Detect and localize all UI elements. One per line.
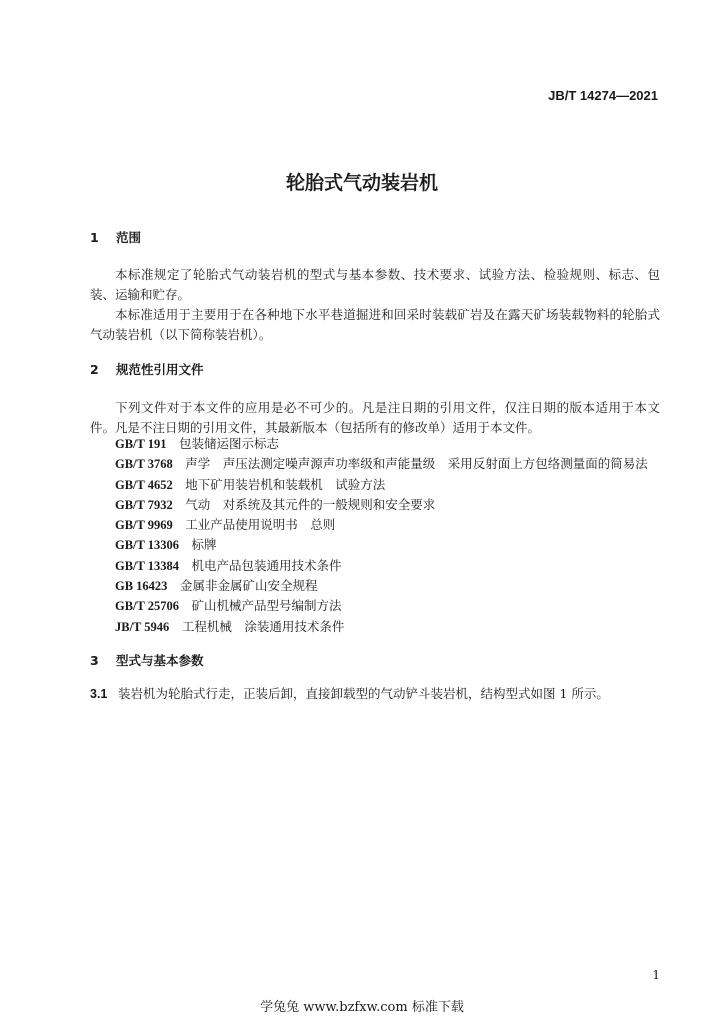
reference-item [115,576,648,596]
section-number: 1 [90,230,99,245]
section-title: 型式与基本参数 [116,653,204,668]
scope-paragraph-2: 本标准适用于主要用于在各种地下水平巷道掘进和回采时装载矿岩及在露天矿场装载物料的轮胎式气动装岩机（以下简称装岩机）。 [90,307,660,342]
reference-code: GB/T 13306 [115,538,180,553]
section-number: 3 [90,653,99,668]
section-3-heading [90,651,204,669]
reference-item [115,495,648,515]
section-title: 范围 [116,230,142,245]
clause-3-1 [90,684,609,702]
section-number: 2 [90,362,99,377]
reference-code: GB/T 3768 [115,457,173,472]
reference-code: GB/T 25706 [115,599,180,614]
section-2-heading [90,360,204,378]
footer-watermark: 学兔兔 www.bzfxw.com 标准下载 [260,1000,464,1015]
clause-text: 装岩机为轮胎式行走，正装后卸，直接卸载型的气动铲斗装岩机，结构型式如图 1 所示。 [118,686,609,701]
reference-title: 矿山机械产品型号编制方法 [191,598,342,614]
reference-code: GB/T 191 [115,437,167,451]
reference-title: 地下矿用装岩机和装载机 试验方法 [185,476,386,492]
references-intro: 下列文件对于本文件的应用是必不可少的。凡是注日期的引用文件，仅注日期的版本适用于本文件。凡是不注日期的引用文件，其最新版本（包括所有的修改单）适用于本文件。 [90,400,660,435]
clause-number: 3.1 [90,687,108,701]
reference-item [115,617,648,637]
reference-item [115,556,648,576]
reference-list [115,434,648,637]
reference-item [115,434,648,454]
reference-title: 金属非金属矿山安全规程 [179,578,318,594]
reference-code: GB/T 7932 [115,497,173,512]
reference-item [115,535,648,555]
reference-title: 工业产品使用说明书 总则 [185,517,336,533]
reference-item [115,454,648,474]
reference-title: 机电产品包装通用技术条件 [191,557,342,573]
reference-title: 气动 对系统及其元件的一般规则和安全要求 [185,496,436,512]
reference-title: 包装储运图示标志 [179,436,280,451]
standard-code: JB/T 14274—2021 [548,88,658,103]
reference-title: 工程机械 涂装通用技术条件 [181,618,345,634]
reference-item [115,475,648,495]
reference-code: GB/T 4652 [115,477,173,492]
reference-title: 标牌 [191,537,217,553]
reference-item [115,515,648,535]
section-title: 规范性引用文件 [116,362,204,377]
section-1-heading [90,228,141,246]
reference-code: GB/T 9969 [115,518,173,533]
reference-code: JB/T 5946 [115,619,170,634]
reference-code: GB 16423 [115,579,168,594]
reference-title: 声学 声压法测定噪声源声功率级和声能量级 采用反射面上方包络测量面的简易法 [185,456,648,472]
scope-paragraph-1: 本标准规定了轮胎式气动装岩机的型式与基本参数、技术要求、试验方法、检验规则、标志、包装、运输和贮存。 [90,267,660,302]
document-title: 轮胎式气动装岩机 [285,172,438,194]
reference-code: GB/T 13384 [115,558,180,573]
page-number: 1 [652,968,660,982]
reference-item [115,596,648,616]
